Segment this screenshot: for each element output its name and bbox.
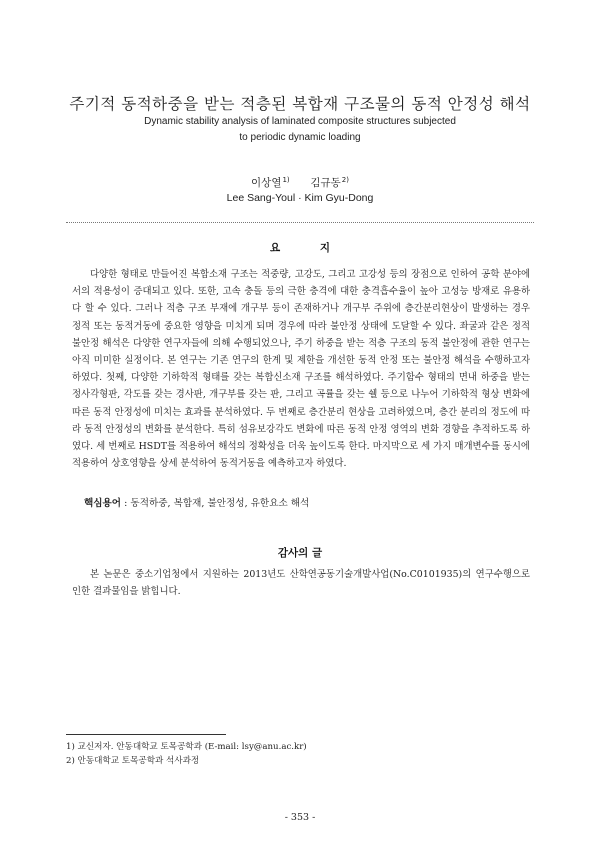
footnote-1: 1) 교신저자. 안동대학교 토목공학과 (E-mail: lsy@anu.ac.kr): [66, 742, 307, 752]
title-korean: 주기적 동적하중을 받는 적층된 복합재 구조물의 동적 안정성 해석: [69, 95, 531, 113]
authors-english: Lee Sang-Youl · Kim Gyu-Dong: [226, 192, 374, 204]
abstract-heading: 요 지: [270, 242, 348, 254]
footnote-divider: [66, 734, 226, 735]
authors-korean: [0, 175, 600, 190]
title-english-line-2: to periodic dynamic loading: [239, 132, 361, 143]
keywords-label: 핵심용어: [84, 498, 122, 509]
acknowledgement-heading: 감사의 글: [277, 547, 323, 559]
abstract-body: 다양한 형태로 만들어진 복합소재 구조는 적중량, 고강도, 그리고 고강성 등의 장점으로 인하여 공학 분야에서의 적용성이 증대되고 있다. 또한, 고속 충돌 등의 극한 충격에 대한 충격흡수율이 높아 고성능 방재로 유용하다 할 수 있다. 그러나 적층 구조 부재에 개구부 등이 존재하거나 개구부 주위에 층간분리현상이 발생하는 경우 정적 또는 동적거동에 중요한 영향을 미치게 되며 경우에 따라 불안정 상태에 도달할 수 있다. 좌굴과 같은 정적 불안정 해석은 다양한 연구자들에 의해 수행되었으나, 주기 하중을 받는 적층 구조의 동적 불안정에 관한 연구는 아직 미미한 실정이다. 본 연구는 기존 연구의 한계 및 제한을 개선한 동적 안정 또는 불안정 해석을 수행하고자 하였다. 첫째, 다양한 기하학적 형태를 갖는 복합신소재 구조를 해석하였다. 주기함수 형태의 면내 하중을 받는 정사각형판, 각도를 갖는 경사판, 개구부를 갖는 판, 그리고 곡률을 갖는 쉘 등으로 나누어 기하학적 형상 변화에 따른 동적 안정성에 미치는 효과를 분석하였다. 두 번째로 층간분리 현상을 고려하였으며, 층간 분리의 정도에 따라 동적 안정성의 변화를 분석한다. 특히 섬유보강각도 변화에 따른 동적 안정 영역의 변화 경향을 추적하도록 하였다. 세 번째로 HSDT를 적용하여 해석의 정확성을 더욱 높이도록 한다. 마지막으로 세 가지 매개변수를 동시에 적용하여 상호영향을 상세 분석하여 동적거동을 예측하고자 하였다.: [72, 269, 530, 470]
title-english: [0, 114, 600, 146]
author-1-footnote-mark: 1): [282, 176, 290, 184]
keywords: [84, 495, 534, 509]
footnote-2: 2) 안동대학교 토목공학과 석사과정: [66, 756, 200, 766]
title-english-line-1: Dynamic stability analysis of laminated composite structures subjected: [144, 116, 456, 127]
keywords-text: : 동적하중, 복합재, 불안정성, 유한요소 해석: [124, 498, 310, 509]
author-2-name: 김규동: [310, 177, 341, 189]
author-1-name: 이상열: [251, 177, 282, 189]
footnotes: [66, 740, 536, 768]
header-divider: [66, 222, 534, 223]
author-2-footnote-mark: 2): [341, 176, 349, 184]
page-number: - 353 -: [284, 812, 316, 823]
acknowledgement-body: 본 논문은 중소기업청에서 지원하는 2013년도 산학연공동기술개발사업(No.C0101935)의 연구수행으로 인한 결과물임을 밝힙니다.: [72, 569, 530, 598]
